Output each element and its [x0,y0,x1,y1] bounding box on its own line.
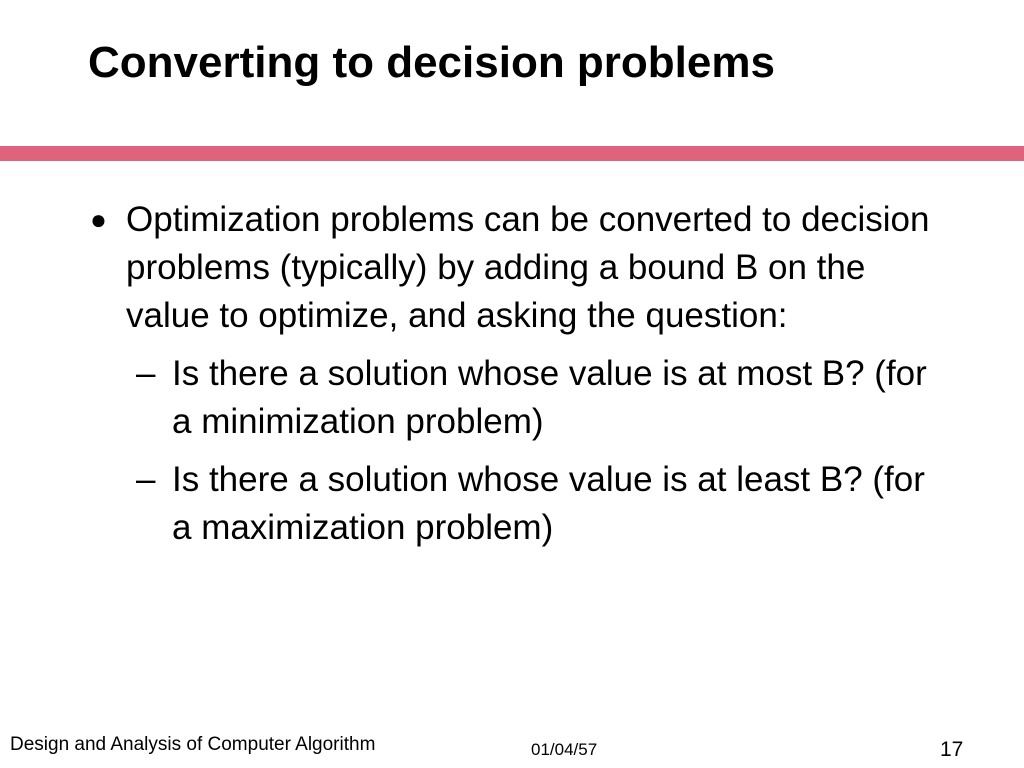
sub-bullet-item [90,456,950,552]
bullet-item [90,196,950,340]
sub-bullet-dash-icon: – [136,460,156,499]
bullet-list [90,196,950,552]
title-divider [0,146,1024,161]
sub-bullet-item [90,350,950,446]
bullet-text: Optimization problems can be converted to decision problems (typically) by adding a bound B on the value to optimize, and asking the question: [126,200,930,335]
bullet-dot-icon: ● [90,204,107,235]
sub-bullet-text: Is there a solution whose value is at most B? (for a minimization problem) [172,354,927,441]
sub-bullet-dash-icon: – [136,354,156,393]
sub-bullet-text: Is there a solution whose value is at least B? (for a maximization problem) [172,460,925,547]
slide-title: Converting to decision problems [88,38,775,87]
footer-date: 01/04/57 [531,740,598,759]
footer-course-title: Design and Analysis of Computer Algorithm [10,734,376,755]
footer-page-number: 17 [940,738,964,761]
